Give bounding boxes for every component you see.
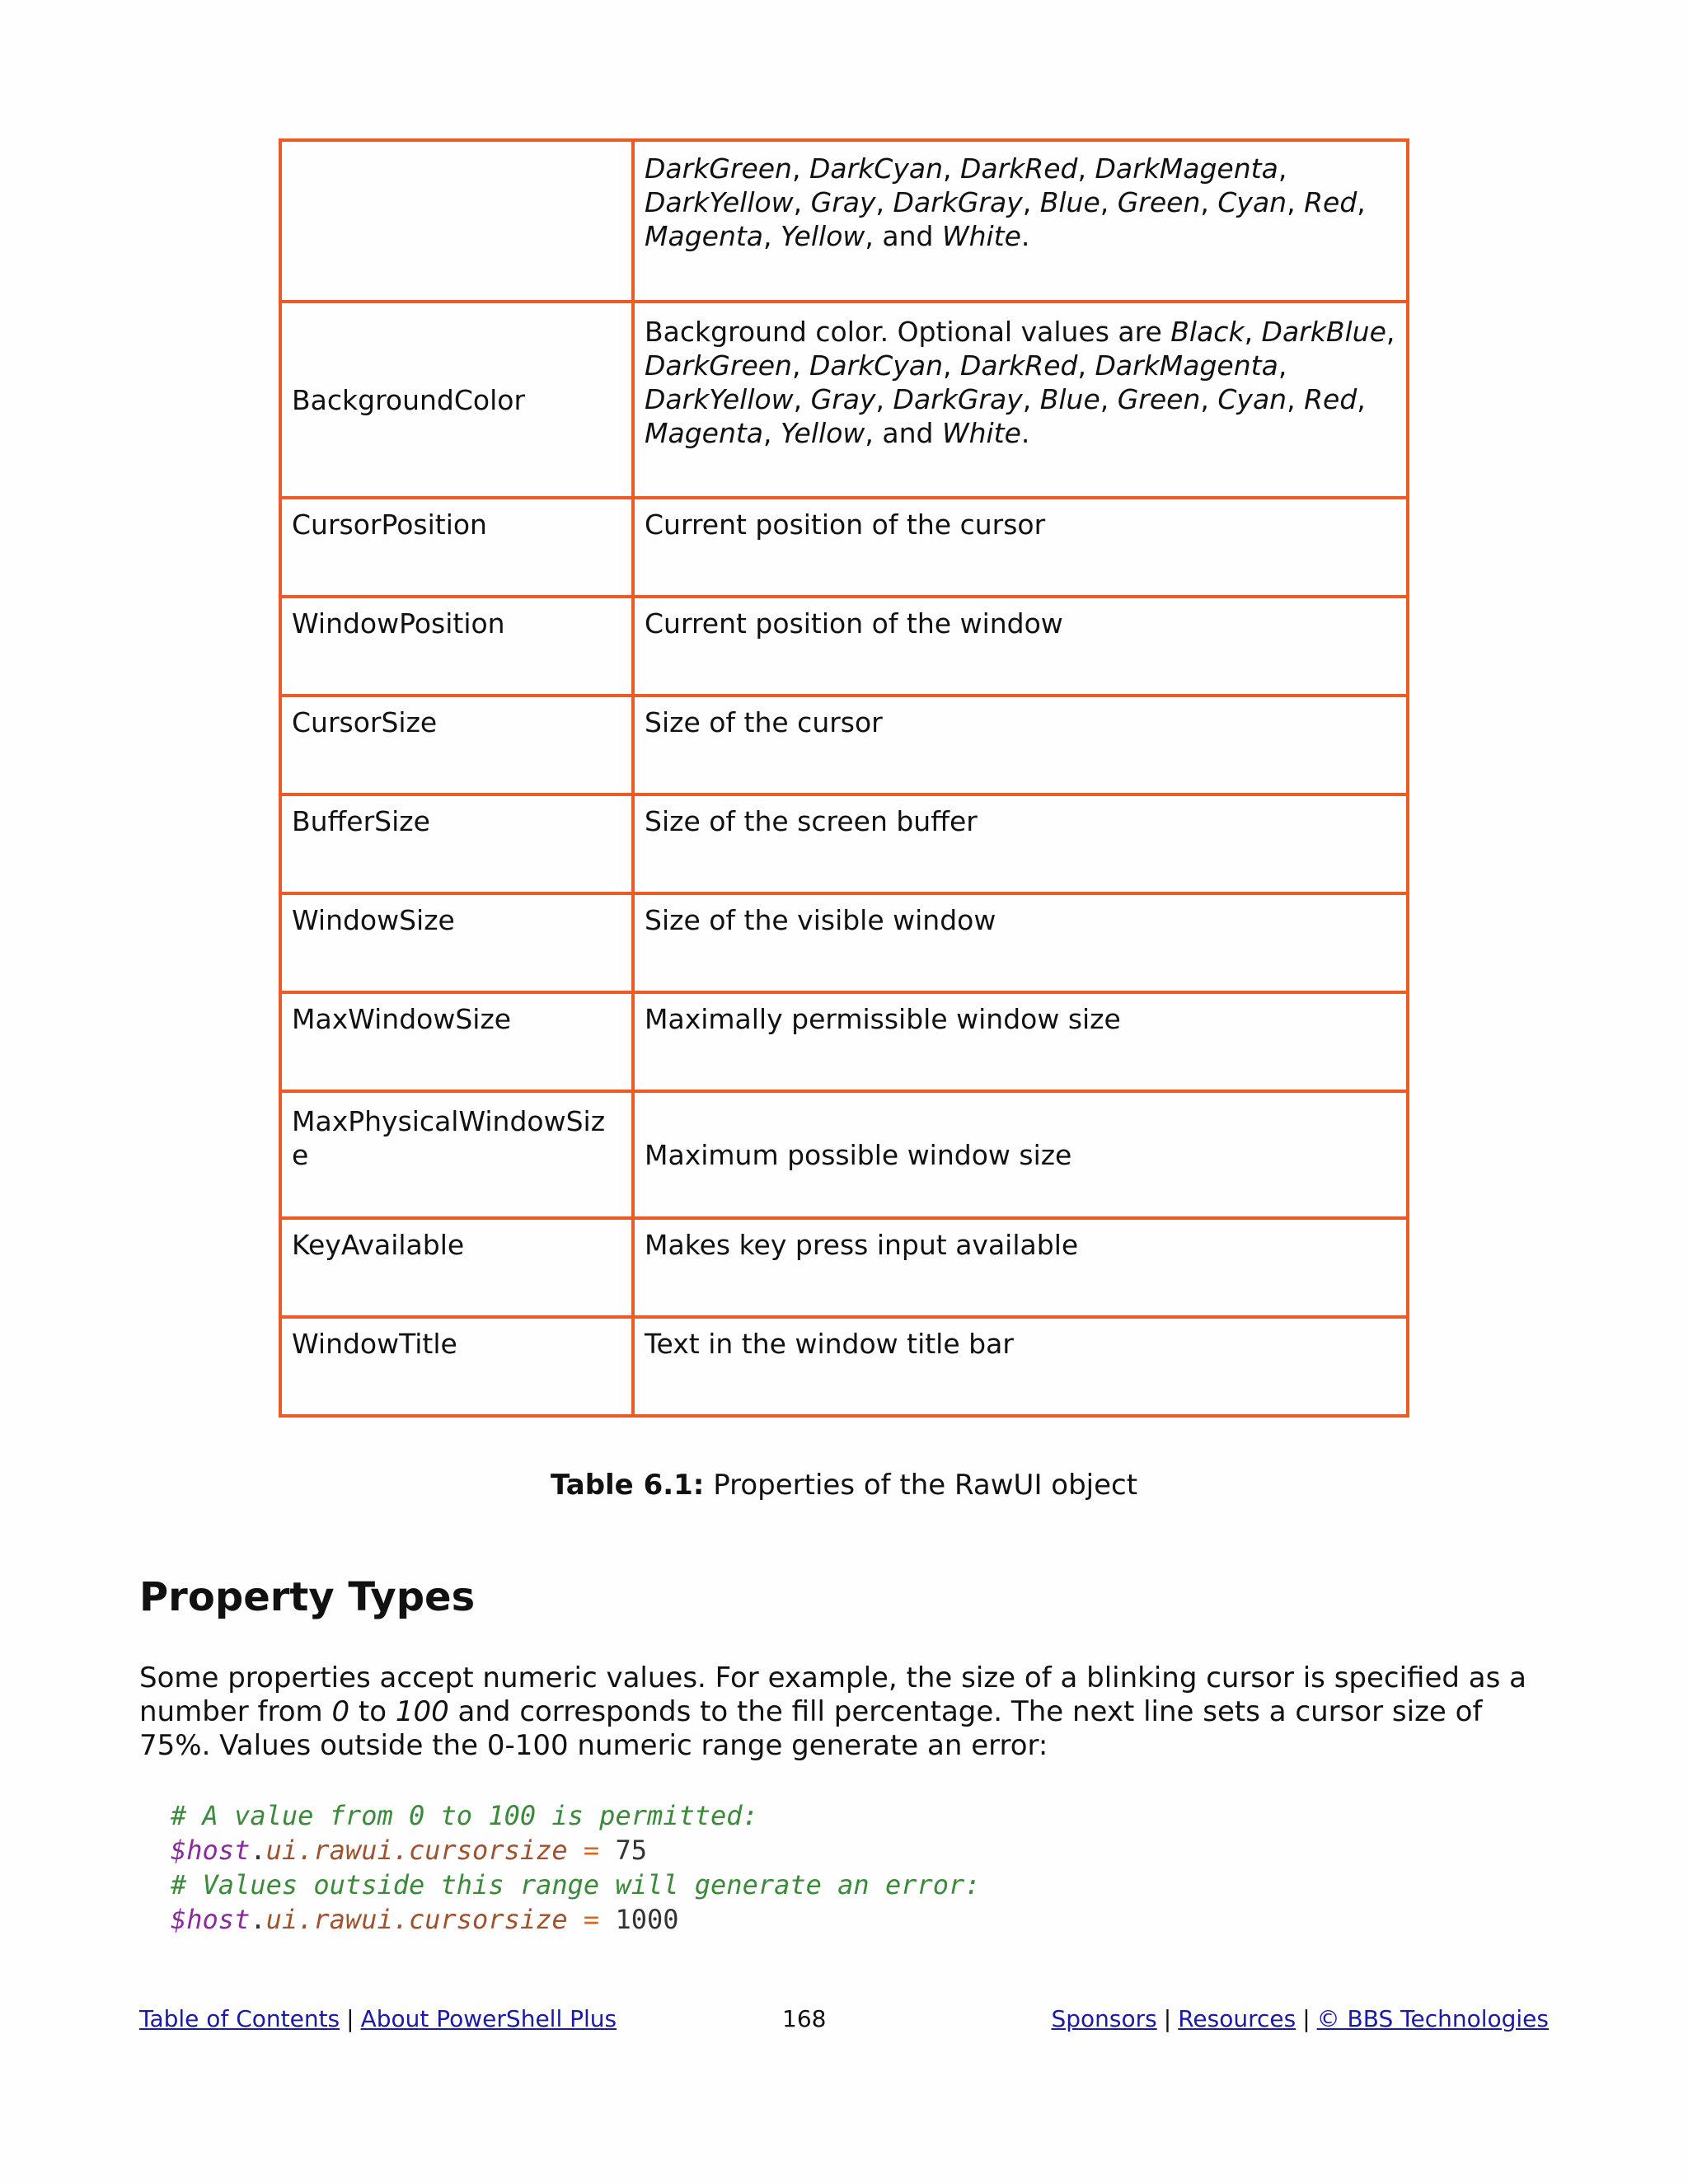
property-desc-cell: Current position of the cursor (633, 498, 1408, 597)
property-name-cell: WindowTitle (280, 1317, 633, 1416)
table-row (280, 498, 1408, 597)
color-value-text: DarkRed (959, 152, 1078, 185)
property-name-cell (280, 140, 633, 302)
color-value-text: Green (1117, 186, 1201, 218)
color-value-text: , (1077, 349, 1095, 382)
property-name-cell: MaxWindowSize (280, 992, 633, 1091)
code-value: 75 (615, 1835, 647, 1866)
color-value-text: Gray (810, 186, 876, 218)
color-value-text: , (1200, 383, 1218, 415)
color-value-text: DarkGreen (645, 349, 792, 382)
paragraph-text: Some properties accept numeric values. For example, the size of a blinking cursor is specified as a number from (139, 1661, 1526, 1728)
color-value-text: Magenta (645, 417, 764, 449)
color-value-text: Blue (1039, 383, 1100, 415)
color-value-text: , (1287, 186, 1305, 218)
property-desc-cell: Maximally permissible window size (633, 992, 1408, 1091)
color-value-text: , (1200, 186, 1218, 218)
table-row (280, 1218, 1408, 1317)
color-value-text: , (943, 152, 960, 185)
color-value-text: , (763, 417, 781, 449)
section-heading: Property Types (139, 1574, 476, 1620)
code-dot: . (250, 1835, 266, 1866)
color-value-text: , (1278, 349, 1287, 382)
property-desc-cell (633, 302, 1408, 498)
footer-separator: | (1163, 2005, 1172, 2032)
code-operator: = (567, 1835, 616, 1866)
color-value-text: DarkGreen (645, 152, 792, 185)
page-number: 168 (782, 2005, 827, 2032)
color-value-text: DarkRed (959, 349, 1078, 382)
table-row-backgroundcolor (280, 302, 1408, 498)
color-value-text: DarkYellow (645, 186, 794, 218)
footer-left-links (139, 2004, 617, 2034)
footer-right-links (1052, 2004, 1550, 2034)
table-row (280, 893, 1408, 992)
color-value-text: DarkBlue (1261, 316, 1386, 348)
color-value-text: , (1100, 383, 1118, 415)
color-value-text: , (1357, 186, 1366, 218)
color-value-text: , (763, 220, 781, 252)
bbs-technologies-link[interactable]: © BBS Technologies (1316, 2005, 1549, 2032)
property-desc-cell: Current position of the window (633, 597, 1408, 696)
code-comment: # Values outside this range will generate an error: (171, 1869, 981, 1900)
code-line (171, 1833, 981, 1868)
color-value-text: , (1022, 383, 1040, 415)
color-value-text: , and (865, 220, 942, 252)
paragraph-text: 100 (395, 1695, 449, 1728)
color-value-text: , (875, 383, 893, 415)
color-value-text: DarkGray (893, 186, 1023, 218)
color-value-text: , (1357, 383, 1366, 415)
about-powershell-plus-link[interactable]: About PowerShell Plus (360, 2005, 617, 2032)
color-value-text: , (943, 349, 960, 382)
color-value-text: Red (1304, 186, 1357, 218)
property-name-cell: BackgroundColor (280, 302, 633, 498)
table-caption (0, 1469, 1688, 1502)
color-value-text: , (1244, 316, 1262, 348)
color-value-text: Cyan (1217, 383, 1287, 415)
table-row (280, 992, 1408, 1091)
code-block (171, 1798, 981, 1937)
property-desc-cell: Maximum possible window size (633, 1091, 1408, 1218)
color-value-text: Green (1117, 383, 1201, 415)
color-value-text: , (793, 383, 811, 415)
color-value-text: . (1020, 220, 1030, 252)
color-value-text: DarkCyan (809, 152, 943, 185)
code-operator: = (567, 1904, 616, 1935)
color-value-text: , (791, 349, 809, 382)
property-desc-cell: Size of the visible window (633, 893, 1408, 992)
property-name-line2: e (292, 1139, 309, 1171)
property-desc-cell: Size of the cursor (633, 696, 1408, 794)
table-caption-text: Properties of the RawUI object (704, 1469, 1138, 1502)
property-desc-cell (633, 140, 1408, 302)
color-value-text: , (791, 152, 809, 185)
table-row (280, 794, 1408, 893)
color-value-text: DarkCyan (809, 349, 943, 382)
property-name-cell: BufferSize (280, 794, 633, 893)
code-comment: # A value from 0 to 100 is permitted: (171, 1800, 758, 1831)
color-value-text: DarkMagenta (1095, 349, 1278, 382)
color-value-text: , (875, 186, 893, 218)
color-value-text: Magenta (645, 220, 764, 252)
code-property: ui.rawui.cursorsize (265, 1904, 568, 1935)
code-property: ui.rawui.cursorsize (265, 1835, 568, 1866)
code-dot: . (250, 1904, 266, 1935)
table-row (280, 696, 1408, 794)
color-value-text: Yellow (781, 220, 865, 252)
color-value-text: , and (865, 417, 942, 449)
resources-link[interactable]: Resources (1178, 2005, 1296, 2032)
color-value-text: Background color. Optional values are (645, 316, 1171, 348)
color-value-text: , (1077, 152, 1095, 185)
color-value-text: , (1100, 186, 1118, 218)
color-value-text: White (941, 417, 1021, 449)
property-name-cell: CursorSize (280, 696, 633, 794)
color-value-text: Yellow (781, 417, 865, 449)
table-caption-label: Table 6.1: (550, 1469, 705, 1502)
table-row-maxphysicalwindowsize (280, 1091, 1408, 1218)
body-paragraph (139, 1661, 1557, 1763)
table-row (280, 1317, 1408, 1416)
color-value-text: White (941, 220, 1021, 252)
property-name-line1: MaxPhysicalWindowSiz (292, 1105, 606, 1137)
property-desc-cell: Size of the screen buffer (633, 794, 1408, 893)
property-desc-cell: Text in the window title bar (633, 1317, 1408, 1416)
color-value-text: DarkMagenta (1095, 152, 1278, 185)
footer-separator: | (1302, 2005, 1311, 2032)
rawui-properties-table (279, 138, 1409, 1418)
table-row (280, 597, 1408, 696)
color-value-text: DarkGray (893, 383, 1023, 415)
color-value-text: Black (1170, 316, 1245, 348)
color-value-text: Gray (810, 383, 876, 415)
property-name-cell: CursorPosition (280, 498, 633, 597)
color-value-text: Red (1304, 383, 1357, 415)
color-value-text: , (1278, 152, 1287, 185)
color-value-text: . (1020, 417, 1030, 449)
property-name-cell: KeyAvailable (280, 1218, 633, 1317)
color-value-text: DarkYellow (645, 383, 794, 415)
color-value-text: , (1022, 186, 1040, 218)
color-value-text: , (793, 186, 811, 218)
color-value-text: Cyan (1217, 186, 1287, 218)
property-name-cell: WindowSize (280, 893, 633, 992)
color-value-text: Blue (1039, 186, 1100, 218)
property-desc-cell: Makes key press input available (633, 1218, 1408, 1317)
color-value-text: , (1287, 383, 1305, 415)
paragraph-text: and corresponds to the fill percentage. The next line sets a cursor size of 75%. Values outside the 0-100 numeric range generate an error: (139, 1695, 1483, 1762)
table-row-continued (280, 140, 1408, 302)
paragraph-text: to (349, 1695, 396, 1728)
code-value: 1000 (615, 1904, 679, 1935)
footer-separator: | (346, 2005, 354, 2032)
code-variable: $host (171, 1835, 251, 1866)
table-of-contents-link[interactable]: Table of Contents (139, 2005, 340, 2032)
paragraph-text: 0 (331, 1695, 350, 1728)
code-line (171, 1902, 981, 1937)
sponsors-link[interactable]: Sponsors (1051, 2005, 1157, 2032)
color-value-text: , (1386, 316, 1395, 348)
property-name-cell (280, 1091, 633, 1218)
code-variable: $host (171, 1904, 251, 1935)
property-name-cell: WindowPosition (280, 597, 633, 696)
